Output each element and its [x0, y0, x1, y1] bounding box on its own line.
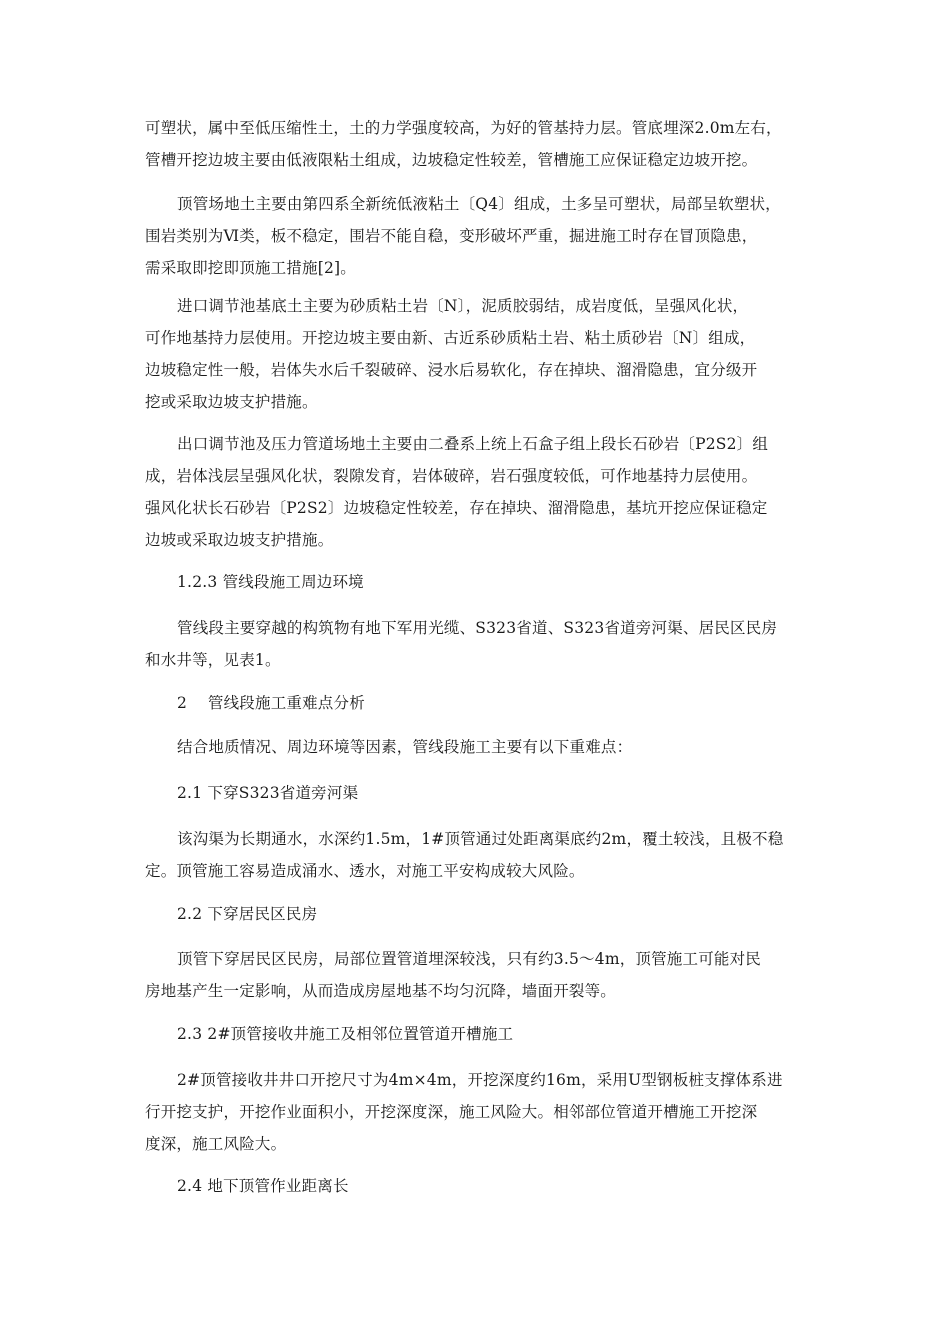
text-line: 边坡稳定性一般，岩体失水后千裂破碎、浸水后易软化，存在掉块、溜滑隐患，宜分级开 — [145, 361, 758, 379]
paragraph-crossing-structures — [145, 612, 813, 676]
paragraph-inlet-pool-soil — [145, 290, 813, 418]
text-line: 和水井等，见表1。 — [145, 651, 281, 669]
section-heading-2-4: 2.4 地下顶管作业距离长 — [177, 1177, 349, 1195]
text-line: 该沟渠为长期通水，水深约1.5m，1#顶管通过处距离渠底约2m，覆土较浅，且极不稳 — [177, 830, 784, 848]
text-line: 围岩类别为Ⅵ类，板不稳定，围岩不能自稳，变形破坏严重，掘进施工时存在冒顶隐患， — [145, 227, 758, 245]
paragraph-residential-crossing — [145, 943, 813, 1007]
text-line: 顶管下穿居民区民房，局部位置管道埋深较浅，只有约3.5～4m，顶管施工可能对民 — [177, 950, 762, 968]
text-line: 需采取即挖即顶施工措施[2]。 — [145, 259, 356, 277]
text-line: 顶管场地土主要由第四系全新统低液粘土〔Q4〕组成，土多呈可塑状，局部呈软塑状， — [177, 195, 781, 213]
text-line: 边坡或采取边坡支护措施。 — [145, 531, 334, 549]
text-line: 结合地质情况、周边环境等因素，管线段施工主要有以下重难点： — [177, 738, 633, 756]
paragraph-foundation-bearing — [145, 112, 813, 176]
paragraph-jacking-site-soil — [145, 188, 813, 284]
text-line: 强风化状长石砂岩〔P2S2〕边坡稳定性较差，存在掉块、溜滑隐患，基坑开挖应保证稳定 — [145, 499, 768, 517]
paragraph-canal-crossing — [145, 823, 813, 887]
text-line: 房地基产生一定影响，从而造成房屋地基不均匀沉降，墙面开裂等。 — [145, 982, 617, 1000]
text-line: 可塑状，属中至低压缩性土，土的力学强度较高，为好的管基持力层。管底埋深2.0m左右， — [145, 119, 782, 137]
text-line: 行开挖支护，开挖作业面积小，开挖深度深，施工风险大。相邻部位管道开槽施工开挖深 — [145, 1103, 758, 1121]
section-heading-2: 2 管线段施工重难点分析 — [177, 694, 365, 712]
text-line: 挖或采取边坡支护措施。 — [145, 393, 318, 411]
paragraph-difficulties-intro — [145, 731, 813, 763]
paragraph-outlet-pool-soil — [145, 428, 813, 556]
paragraph-receiving-well — [145, 1064, 813, 1160]
text-line: 进口调节池基底土主要为砂质粘土岩〔N〕，泥质胶弱结，成岩度低，呈强风化状， — [177, 297, 749, 315]
text-line: 度深，施工风险大。 — [145, 1135, 287, 1153]
text-line: 成，岩体浅层呈强风化状，裂隙发育，岩体破碎，岩石强度较低，可作地基持力层使用。 — [145, 467, 758, 485]
text-line: 出口调节池及压力管道场地土主要由二叠系上统上石盒子组上段长石砂岩〔P2S2〕组 — [177, 435, 769, 453]
text-line: 可作地基持力层使用。开挖边坡主要由新、古近系砂质粘土岩、粘土质砂岩〔N〕组成， — [145, 329, 756, 347]
section-heading-2-1: 2.1 下穿S323省道旁河渠 — [177, 784, 359, 802]
section-heading-2-3: 2.3 2#顶管接收井施工及相邻位置管道开槽施工 — [177, 1025, 514, 1043]
text-line: 定。顶管施工容易造成涌水、透水，对施工平安构成较大风险。 — [145, 862, 585, 880]
text-line: 管槽开挖边坡主要由低液限粘土组成，边坡稳定性较差，管槽施工应保证稳定边坡开挖。 — [145, 151, 758, 169]
text-line: 2#顶管接收井井口开挖尺寸为4m×4m，开挖深度约16m，采用U型钢板桩支撑体系进 — [177, 1071, 783, 1089]
text-line: 管线段主要穿越的构筑物有地下军用光缆、S323省道、S323省道旁河渠、居民区民房 — [177, 619, 778, 637]
section-heading-2-2: 2.2 下穿居民区民房 — [177, 905, 318, 923]
section-heading-1-2-3: 1.2.3 管线段施工周边环境 — [177, 573, 364, 591]
